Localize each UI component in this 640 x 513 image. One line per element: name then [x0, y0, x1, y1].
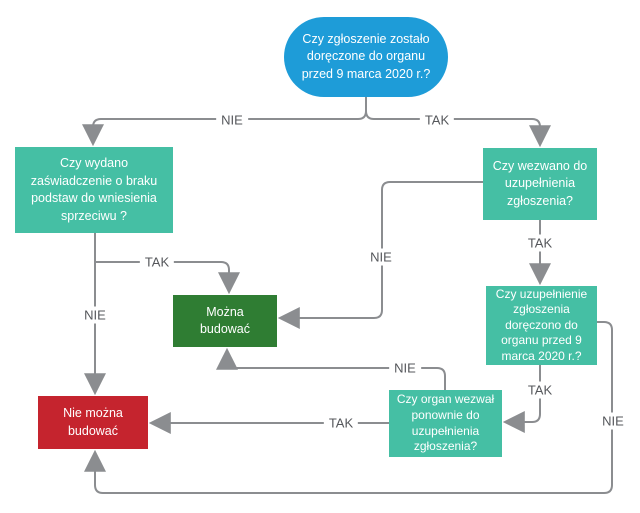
edge-label-q3-tak: TAK — [523, 382, 557, 399]
edge-label-q4-tak: TAK — [324, 415, 358, 432]
edge-label-q2-tak: TAK — [523, 235, 557, 252]
edge-label-start-tak: TAK — [420, 112, 454, 129]
edge-label-q4-nie: NIE — [389, 360, 421, 377]
node-question-wezwano: Czy wezwano do uzupełnienia zgłoszenia? — [483, 148, 597, 220]
node-question-uzupelnienie: Czy uzupełnienie zgłoszenia doręczono do organu przed 9 marca 2020 r.? — [486, 286, 597, 365]
edge-label-start-nie: NIE — [216, 112, 248, 129]
node-result-mozna-budowac: Można budować — [173, 295, 277, 347]
edge-label-q3-nie: NIE — [597, 413, 629, 430]
edge-label-q2-nie: NIE — [365, 249, 397, 266]
edge-label-q1-nie: NIE — [79, 307, 111, 324]
node-question-zaswiadczenie: Czy wydano zaświadczenie o braku podstaw do wniesienia sprzeciwu ? — [15, 147, 173, 233]
node-start-question: Czy zgłoszenie zostało doręczone do organu przed 9 marca 2020 r.? — [284, 17, 448, 97]
node-result-nie-mozna-budowac: Nie można budować — [38, 396, 148, 449]
edge-label-q1-tak: TAK — [140, 254, 174, 271]
node-question-ponownie: Czy organ wezwał ponownie do uzupełnienia zgłoszenia? — [389, 390, 502, 457]
